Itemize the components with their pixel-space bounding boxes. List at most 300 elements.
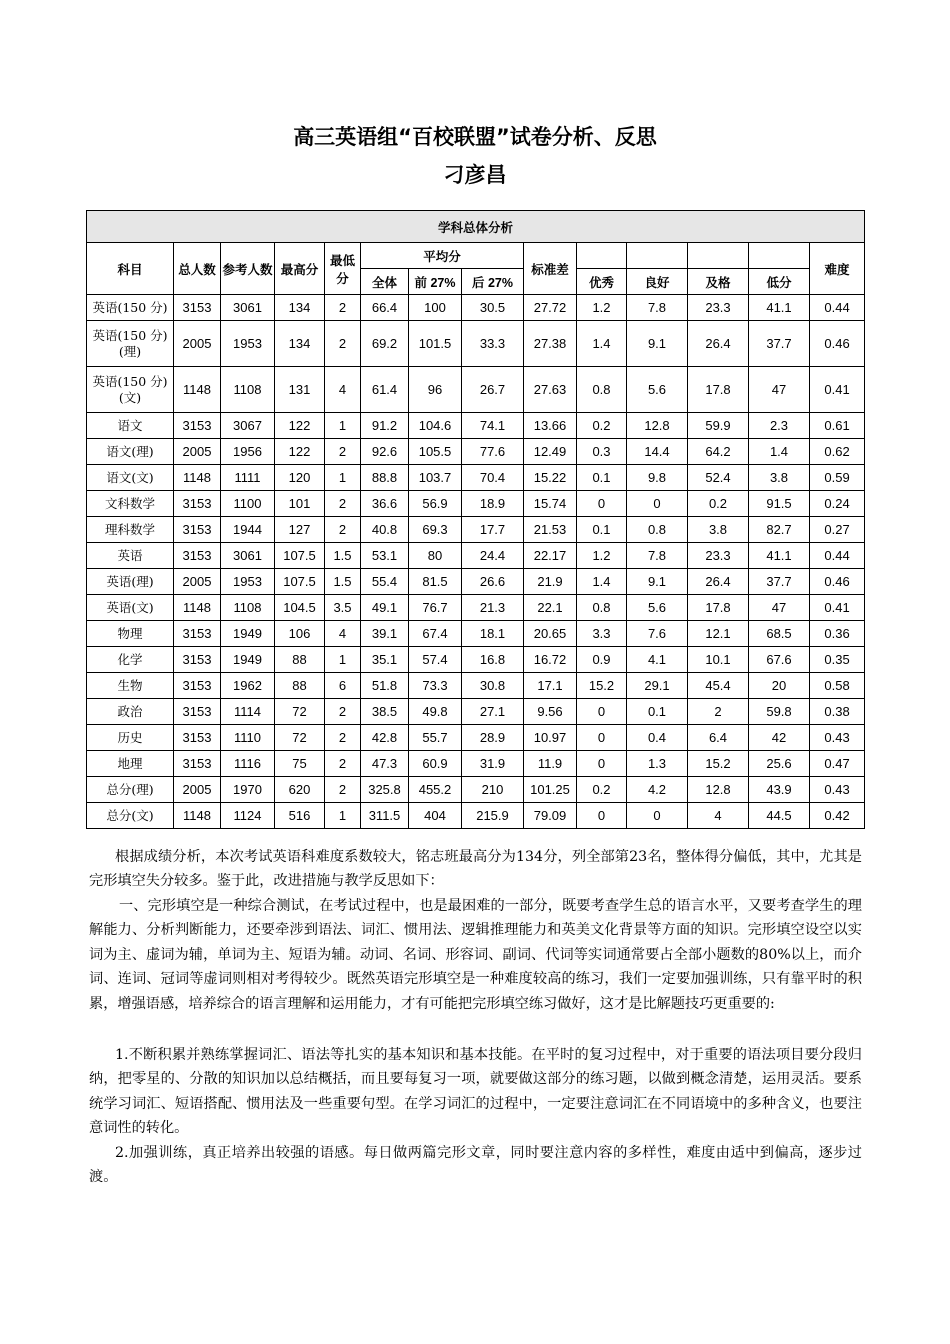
value-cell: 21.3 bbox=[462, 595, 524, 621]
value-cell: 122 bbox=[275, 439, 325, 465]
value-cell: 4 bbox=[688, 803, 749, 829]
value-cell: 325.8 bbox=[361, 777, 409, 803]
value-cell: 0.36 bbox=[810, 621, 865, 647]
value-cell: 0.46 bbox=[810, 321, 865, 367]
table-row bbox=[87, 803, 865, 829]
value-cell: 37.7 bbox=[749, 321, 810, 367]
value-cell: 96 bbox=[409, 367, 462, 413]
value-cell: 0.24 bbox=[810, 491, 865, 517]
value-cell: 27.1 bbox=[462, 699, 524, 725]
header-good: 良好 bbox=[627, 269, 688, 295]
value-cell: 1.4 bbox=[749, 439, 810, 465]
table-row bbox=[87, 321, 865, 367]
header-std: 标准差 bbox=[524, 243, 577, 295]
table-row bbox=[87, 751, 865, 777]
header-pass: 及格 bbox=[688, 269, 749, 295]
value-cell: 1953 bbox=[221, 569, 275, 595]
value-cell: 35.1 bbox=[361, 647, 409, 673]
value-cell: 3061 bbox=[221, 543, 275, 569]
value-cell: 49.1 bbox=[361, 595, 409, 621]
value-cell: 64.2 bbox=[688, 439, 749, 465]
value-cell: 0.1 bbox=[627, 699, 688, 725]
value-cell: 2.3 bbox=[749, 413, 810, 439]
value-cell: 120 bbox=[275, 465, 325, 491]
value-cell: 12.1 bbox=[688, 621, 749, 647]
value-cell: 6 bbox=[325, 673, 361, 699]
table-row bbox=[87, 725, 865, 751]
value-cell: 18.1 bbox=[462, 621, 524, 647]
value-cell: 3.5 bbox=[325, 595, 361, 621]
header-subject: 科目 bbox=[87, 243, 174, 295]
value-cell: 0.2 bbox=[688, 491, 749, 517]
value-cell: 11.9 bbox=[524, 751, 577, 777]
value-cell: 9.8 bbox=[627, 465, 688, 491]
value-cell: 45.4 bbox=[688, 673, 749, 699]
value-cell: 13.66 bbox=[524, 413, 577, 439]
value-cell: 3153 bbox=[174, 517, 221, 543]
subject-cell: 英语(150 分) bbox=[87, 295, 174, 321]
value-cell: 88.8 bbox=[361, 465, 409, 491]
value-cell: 0.46 bbox=[810, 569, 865, 595]
value-cell: 2005 bbox=[174, 569, 221, 595]
header-avg-bottom: 后 27% bbox=[462, 269, 524, 295]
value-cell: 12.49 bbox=[524, 439, 577, 465]
value-cell: 70.4 bbox=[462, 465, 524, 491]
value-cell: 3153 bbox=[174, 699, 221, 725]
value-cell: 16.72 bbox=[524, 647, 577, 673]
value-cell: 15.74 bbox=[524, 491, 577, 517]
value-cell: 10.97 bbox=[524, 725, 577, 751]
value-cell: 20 bbox=[749, 673, 810, 699]
value-cell: 26.4 bbox=[688, 569, 749, 595]
header-blank bbox=[688, 243, 749, 269]
value-cell: 2 bbox=[325, 439, 361, 465]
value-cell: 0.8 bbox=[627, 517, 688, 543]
value-cell: 1.4 bbox=[577, 321, 627, 367]
value-cell: 92.6 bbox=[361, 439, 409, 465]
value-cell: 5.6 bbox=[627, 367, 688, 413]
value-cell: 22.17 bbox=[524, 543, 577, 569]
value-cell: 17.8 bbox=[688, 367, 749, 413]
value-cell: 2 bbox=[325, 725, 361, 751]
value-cell: 68.5 bbox=[749, 621, 810, 647]
value-cell: 3.8 bbox=[688, 517, 749, 543]
value-cell: 0.41 bbox=[810, 367, 865, 413]
value-cell: 42 bbox=[749, 725, 810, 751]
value-cell: 69.3 bbox=[409, 517, 462, 543]
value-cell: 0.62 bbox=[810, 439, 865, 465]
value-cell: 3153 bbox=[174, 621, 221, 647]
subject-cell: 地理 bbox=[87, 751, 174, 777]
value-cell: 18.9 bbox=[462, 491, 524, 517]
value-cell: 2 bbox=[325, 751, 361, 777]
value-cell: 3153 bbox=[174, 543, 221, 569]
measure-1-paragraph: 1.不断积累并熟练掌握词汇、语法等扎实的基本知识和基本技能。在平时的复习过程中，对于重要的语法项目要分段归纳，把零星的、分散的知识加以总结概括，而且要每复习一项，就要做这部分的练习题，以做到概念清楚，运用灵活。要系统学习词汇、短语搭配、惯用法及一些重要句型。在学习词汇的过程中，一定要注意词汇在不同语境中的多种含义，也要注意词性的转化。 bbox=[89, 1047, 862, 1137]
value-cell: 0.42 bbox=[810, 803, 865, 829]
value-cell: 7.8 bbox=[627, 543, 688, 569]
header-min: 最低分 bbox=[325, 243, 361, 295]
value-cell: 17.7 bbox=[462, 517, 524, 543]
value-cell: 1124 bbox=[221, 803, 275, 829]
value-cell: 0.8 bbox=[577, 595, 627, 621]
subject-cell: 化学 bbox=[87, 647, 174, 673]
value-cell: 1148 bbox=[174, 367, 221, 413]
value-cell: 101 bbox=[275, 491, 325, 517]
value-cell: 0.4 bbox=[627, 725, 688, 751]
table-body bbox=[87, 295, 865, 829]
value-cell: 26.7 bbox=[462, 367, 524, 413]
value-cell: 1108 bbox=[221, 595, 275, 621]
value-cell: 76.7 bbox=[409, 595, 462, 621]
value-cell: 1148 bbox=[174, 465, 221, 491]
header-avg-all: 全体 bbox=[361, 269, 409, 295]
value-cell: 30.5 bbox=[462, 295, 524, 321]
value-cell: 0.1 bbox=[577, 465, 627, 491]
value-cell: 215.9 bbox=[462, 803, 524, 829]
value-cell: 21.9 bbox=[524, 569, 577, 595]
value-cell: 1 bbox=[325, 803, 361, 829]
value-cell: 81.5 bbox=[409, 569, 462, 595]
header-avg-top: 前 27% bbox=[409, 269, 462, 295]
value-cell: 104.6 bbox=[409, 413, 462, 439]
value-cell: 52.4 bbox=[688, 465, 749, 491]
subject-cell: 语文(理) bbox=[87, 439, 174, 465]
subject-cell: 政治 bbox=[87, 699, 174, 725]
value-cell: 59.8 bbox=[749, 699, 810, 725]
value-cell: 1148 bbox=[174, 595, 221, 621]
value-cell: 1956 bbox=[221, 439, 275, 465]
value-cell: 55.4 bbox=[361, 569, 409, 595]
value-cell: 0.61 bbox=[810, 413, 865, 439]
value-cell: 0.2 bbox=[577, 413, 627, 439]
value-cell: 21.53 bbox=[524, 517, 577, 543]
value-cell: 0.58 bbox=[810, 673, 865, 699]
value-cell: 4 bbox=[325, 621, 361, 647]
table-row bbox=[87, 673, 865, 699]
value-cell: 516 bbox=[275, 803, 325, 829]
value-cell: 1944 bbox=[221, 517, 275, 543]
value-cell: 2 bbox=[688, 699, 749, 725]
value-cell: 5.6 bbox=[627, 595, 688, 621]
value-cell: 77.6 bbox=[462, 439, 524, 465]
subject-analysis-table bbox=[86, 210, 865, 829]
value-cell: 88 bbox=[275, 647, 325, 673]
value-cell: 0.38 bbox=[810, 699, 865, 725]
header-blank bbox=[577, 243, 627, 269]
value-cell: 134 bbox=[275, 321, 325, 367]
value-cell: 27.72 bbox=[524, 295, 577, 321]
value-cell: 39.1 bbox=[361, 621, 409, 647]
value-cell: 2005 bbox=[174, 439, 221, 465]
value-cell: 0.2 bbox=[577, 777, 627, 803]
value-cell: 127 bbox=[275, 517, 325, 543]
subject-cell: 英语 bbox=[87, 543, 174, 569]
value-cell: 3153 bbox=[174, 413, 221, 439]
value-cell: 1.4 bbox=[577, 569, 627, 595]
value-cell: 1.2 bbox=[577, 295, 627, 321]
table-row bbox=[87, 569, 865, 595]
value-cell: 134 bbox=[275, 295, 325, 321]
value-cell: 2 bbox=[325, 517, 361, 543]
value-cell: 2 bbox=[325, 699, 361, 725]
value-cell: 1114 bbox=[221, 699, 275, 725]
value-cell: 24.4 bbox=[462, 543, 524, 569]
value-cell: 30.8 bbox=[462, 673, 524, 699]
value-cell: 1148 bbox=[174, 803, 221, 829]
value-cell: 1962 bbox=[221, 673, 275, 699]
value-cell: 36.6 bbox=[361, 491, 409, 517]
value-cell: 0.47 bbox=[810, 751, 865, 777]
value-cell: 0.59 bbox=[810, 465, 865, 491]
value-cell: 0.43 bbox=[810, 777, 865, 803]
value-cell: 73.3 bbox=[409, 673, 462, 699]
value-cell: 2 bbox=[325, 295, 361, 321]
subject-cell: 总分(文) bbox=[87, 803, 174, 829]
value-cell: 7.6 bbox=[627, 621, 688, 647]
value-cell: 37.7 bbox=[749, 569, 810, 595]
value-cell: 0 bbox=[577, 491, 627, 517]
value-cell: 12.8 bbox=[688, 777, 749, 803]
subject-cell: 生物 bbox=[87, 673, 174, 699]
value-cell: 3153 bbox=[174, 751, 221, 777]
value-cell: 41.1 bbox=[749, 295, 810, 321]
table-row bbox=[87, 465, 865, 491]
value-cell: 1116 bbox=[221, 751, 275, 777]
value-cell: 17.8 bbox=[688, 595, 749, 621]
subject-cell: 英语(文) bbox=[87, 595, 174, 621]
value-cell: 47.3 bbox=[361, 751, 409, 777]
table-row bbox=[87, 595, 865, 621]
value-cell: 0 bbox=[627, 803, 688, 829]
value-cell: 0.3 bbox=[577, 439, 627, 465]
value-cell: 9.1 bbox=[627, 321, 688, 367]
value-cell: 55.7 bbox=[409, 725, 462, 751]
value-cell: 104.5 bbox=[275, 595, 325, 621]
value-cell: 72 bbox=[275, 699, 325, 725]
value-cell: 103.7 bbox=[409, 465, 462, 491]
value-cell: 57.4 bbox=[409, 647, 462, 673]
value-cell: 44.5 bbox=[749, 803, 810, 829]
value-cell: 0.44 bbox=[810, 295, 865, 321]
table-row bbox=[87, 699, 865, 725]
value-cell: 22.1 bbox=[524, 595, 577, 621]
value-cell: 2 bbox=[325, 491, 361, 517]
subject-cell: 总分(理) bbox=[87, 777, 174, 803]
value-cell: 4.2 bbox=[627, 777, 688, 803]
value-cell: 311.5 bbox=[361, 803, 409, 829]
header-total: 总人数 bbox=[174, 243, 221, 295]
value-cell: 27.38 bbox=[524, 321, 577, 367]
subject-cell: 理科数学 bbox=[87, 517, 174, 543]
value-cell: 14.4 bbox=[627, 439, 688, 465]
value-cell: 27.63 bbox=[524, 367, 577, 413]
value-cell: 0 bbox=[627, 491, 688, 517]
value-cell: 12.8 bbox=[627, 413, 688, 439]
value-cell: 2 bbox=[325, 777, 361, 803]
value-cell: 0.1 bbox=[577, 517, 627, 543]
value-cell: 88 bbox=[275, 673, 325, 699]
value-cell: 9.56 bbox=[524, 699, 577, 725]
header-excellent: 优秀 bbox=[577, 269, 627, 295]
document-author: 刁彦昌 bbox=[443, 163, 507, 187]
value-cell: 100 bbox=[409, 295, 462, 321]
value-cell: 0.27 bbox=[810, 517, 865, 543]
value-cell: 3067 bbox=[221, 413, 275, 439]
value-cell: 43.9 bbox=[749, 777, 810, 803]
value-cell: 107.5 bbox=[275, 569, 325, 595]
subject-cell: 英语(150 分)(文) bbox=[87, 367, 174, 413]
value-cell: 1.3 bbox=[627, 751, 688, 777]
value-cell: 1.2 bbox=[577, 543, 627, 569]
value-cell: 0 bbox=[577, 803, 627, 829]
value-cell: 2005 bbox=[174, 321, 221, 367]
value-cell: 1.5 bbox=[325, 569, 361, 595]
value-cell: 0 bbox=[577, 699, 627, 725]
value-cell: 47 bbox=[749, 595, 810, 621]
value-cell: 107.5 bbox=[275, 543, 325, 569]
value-cell: 0.43 bbox=[810, 725, 865, 751]
value-cell: 17.1 bbox=[524, 673, 577, 699]
value-cell: 82.7 bbox=[749, 517, 810, 543]
value-cell: 106 bbox=[275, 621, 325, 647]
table-row bbox=[87, 777, 865, 803]
value-cell: 3.8 bbox=[749, 465, 810, 491]
value-cell: 91.5 bbox=[749, 491, 810, 517]
header-low: 低分 bbox=[749, 269, 810, 295]
value-cell: 15.2 bbox=[688, 751, 749, 777]
value-cell: 74.1 bbox=[462, 413, 524, 439]
value-cell: 1.5 bbox=[325, 543, 361, 569]
value-cell: 6.4 bbox=[688, 725, 749, 751]
header-blank bbox=[749, 243, 810, 269]
value-cell: 2005 bbox=[174, 777, 221, 803]
value-cell: 79.09 bbox=[524, 803, 577, 829]
value-cell: 101.25 bbox=[524, 777, 577, 803]
measure-2-paragraph: 2.加强训练，真正培养出较强的语感。每日做两篇完形文章，同时要注意内容的多样性，难度由适中到偏高，逐步过渡。 bbox=[89, 1145, 862, 1186]
value-cell: 16.8 bbox=[462, 647, 524, 673]
value-cell: 0.41 bbox=[810, 595, 865, 621]
value-cell: 0.8 bbox=[577, 367, 627, 413]
value-cell: 41.1 bbox=[749, 543, 810, 569]
value-cell: 0.9 bbox=[577, 647, 627, 673]
value-cell: 15.2 bbox=[577, 673, 627, 699]
value-cell: 101.5 bbox=[409, 321, 462, 367]
value-cell: 3.3 bbox=[577, 621, 627, 647]
table-row bbox=[87, 647, 865, 673]
value-cell: 26.6 bbox=[462, 569, 524, 595]
subject-cell: 英语(理) bbox=[87, 569, 174, 595]
subject-cell: 历史 bbox=[87, 725, 174, 751]
subject-cell: 语文 bbox=[87, 413, 174, 439]
value-cell: 53.1 bbox=[361, 543, 409, 569]
value-cell: 1108 bbox=[221, 367, 275, 413]
value-cell: 47 bbox=[749, 367, 810, 413]
document-title: 高三英语组“百校联盟”试卷分析、反思 bbox=[293, 125, 657, 149]
value-cell: 3153 bbox=[174, 725, 221, 751]
table-row bbox=[87, 491, 865, 517]
value-cell: 0 bbox=[577, 725, 627, 751]
header-blank bbox=[627, 243, 688, 269]
value-cell: 1100 bbox=[221, 491, 275, 517]
value-cell: 0 bbox=[577, 751, 627, 777]
value-cell: 59.9 bbox=[688, 413, 749, 439]
value-cell: 1970 bbox=[221, 777, 275, 803]
value-cell: 1 bbox=[325, 647, 361, 673]
value-cell: 80 bbox=[409, 543, 462, 569]
subject-cell: 英语(150 分)(理) bbox=[87, 321, 174, 367]
value-cell: 67.4 bbox=[409, 621, 462, 647]
value-cell: 105.5 bbox=[409, 439, 462, 465]
value-cell: 29.1 bbox=[627, 673, 688, 699]
value-cell: 31.9 bbox=[462, 751, 524, 777]
subject-cell: 语文(文) bbox=[87, 465, 174, 491]
analysis-paragraph: 根据成绩分析，本次考试英语科难度系数较大，铭志班最高分为134分，列全部第23名，整体得分偏低，其中，尤其是完形填空失分较多。鉴于此，改进措施与教学反思如下： bbox=[89, 849, 862, 890]
value-cell: 404 bbox=[409, 803, 462, 829]
table-row bbox=[87, 621, 865, 647]
value-cell: 4 bbox=[325, 367, 361, 413]
value-cell: 122 bbox=[275, 413, 325, 439]
value-cell: 2 bbox=[325, 321, 361, 367]
value-cell: 1 bbox=[325, 413, 361, 439]
value-cell: 66.4 bbox=[361, 295, 409, 321]
value-cell: 28.9 bbox=[462, 725, 524, 751]
header-average-group: 平均分 bbox=[361, 243, 524, 269]
value-cell: 91.2 bbox=[361, 413, 409, 439]
value-cell: 3153 bbox=[174, 491, 221, 517]
value-cell: 20.65 bbox=[524, 621, 577, 647]
table-caption: 学科总体分析 bbox=[87, 211, 865, 243]
value-cell: 0.35 bbox=[810, 647, 865, 673]
value-cell: 455.2 bbox=[409, 777, 462, 803]
value-cell: 3153 bbox=[174, 647, 221, 673]
value-cell: 72 bbox=[275, 725, 325, 751]
value-cell: 1 bbox=[325, 465, 361, 491]
value-cell: 0.44 bbox=[810, 543, 865, 569]
value-cell: 131 bbox=[275, 367, 325, 413]
subject-cell: 文科数学 bbox=[87, 491, 174, 517]
value-cell: 3153 bbox=[174, 673, 221, 699]
value-cell: 23.3 bbox=[688, 543, 749, 569]
value-cell: 1949 bbox=[221, 621, 275, 647]
table-row bbox=[87, 517, 865, 543]
value-cell: 3061 bbox=[221, 295, 275, 321]
value-cell: 60.9 bbox=[409, 751, 462, 777]
value-cell: 69.2 bbox=[361, 321, 409, 367]
value-cell: 75 bbox=[275, 751, 325, 777]
value-cell: 56.9 bbox=[409, 491, 462, 517]
value-cell: 38.5 bbox=[361, 699, 409, 725]
value-cell: 4.1 bbox=[627, 647, 688, 673]
value-cell: 210 bbox=[462, 777, 524, 803]
value-cell: 51.8 bbox=[361, 673, 409, 699]
table-row bbox=[87, 295, 865, 321]
value-cell: 620 bbox=[275, 777, 325, 803]
value-cell: 10.1 bbox=[688, 647, 749, 673]
header-participants: 参考人数 bbox=[221, 243, 275, 295]
value-cell: 7.8 bbox=[627, 295, 688, 321]
table-row bbox=[87, 367, 865, 413]
value-cell: 33.3 bbox=[462, 321, 524, 367]
table-row bbox=[87, 543, 865, 569]
table-row bbox=[87, 439, 865, 465]
subject-cell: 物理 bbox=[87, 621, 174, 647]
value-cell: 1111 bbox=[221, 465, 275, 491]
header-max: 最高分 bbox=[275, 243, 325, 295]
header-difficulty: 难度 bbox=[810, 243, 865, 295]
table-row bbox=[87, 413, 865, 439]
value-cell: 49.8 bbox=[409, 699, 462, 725]
value-cell: 25.6 bbox=[749, 751, 810, 777]
